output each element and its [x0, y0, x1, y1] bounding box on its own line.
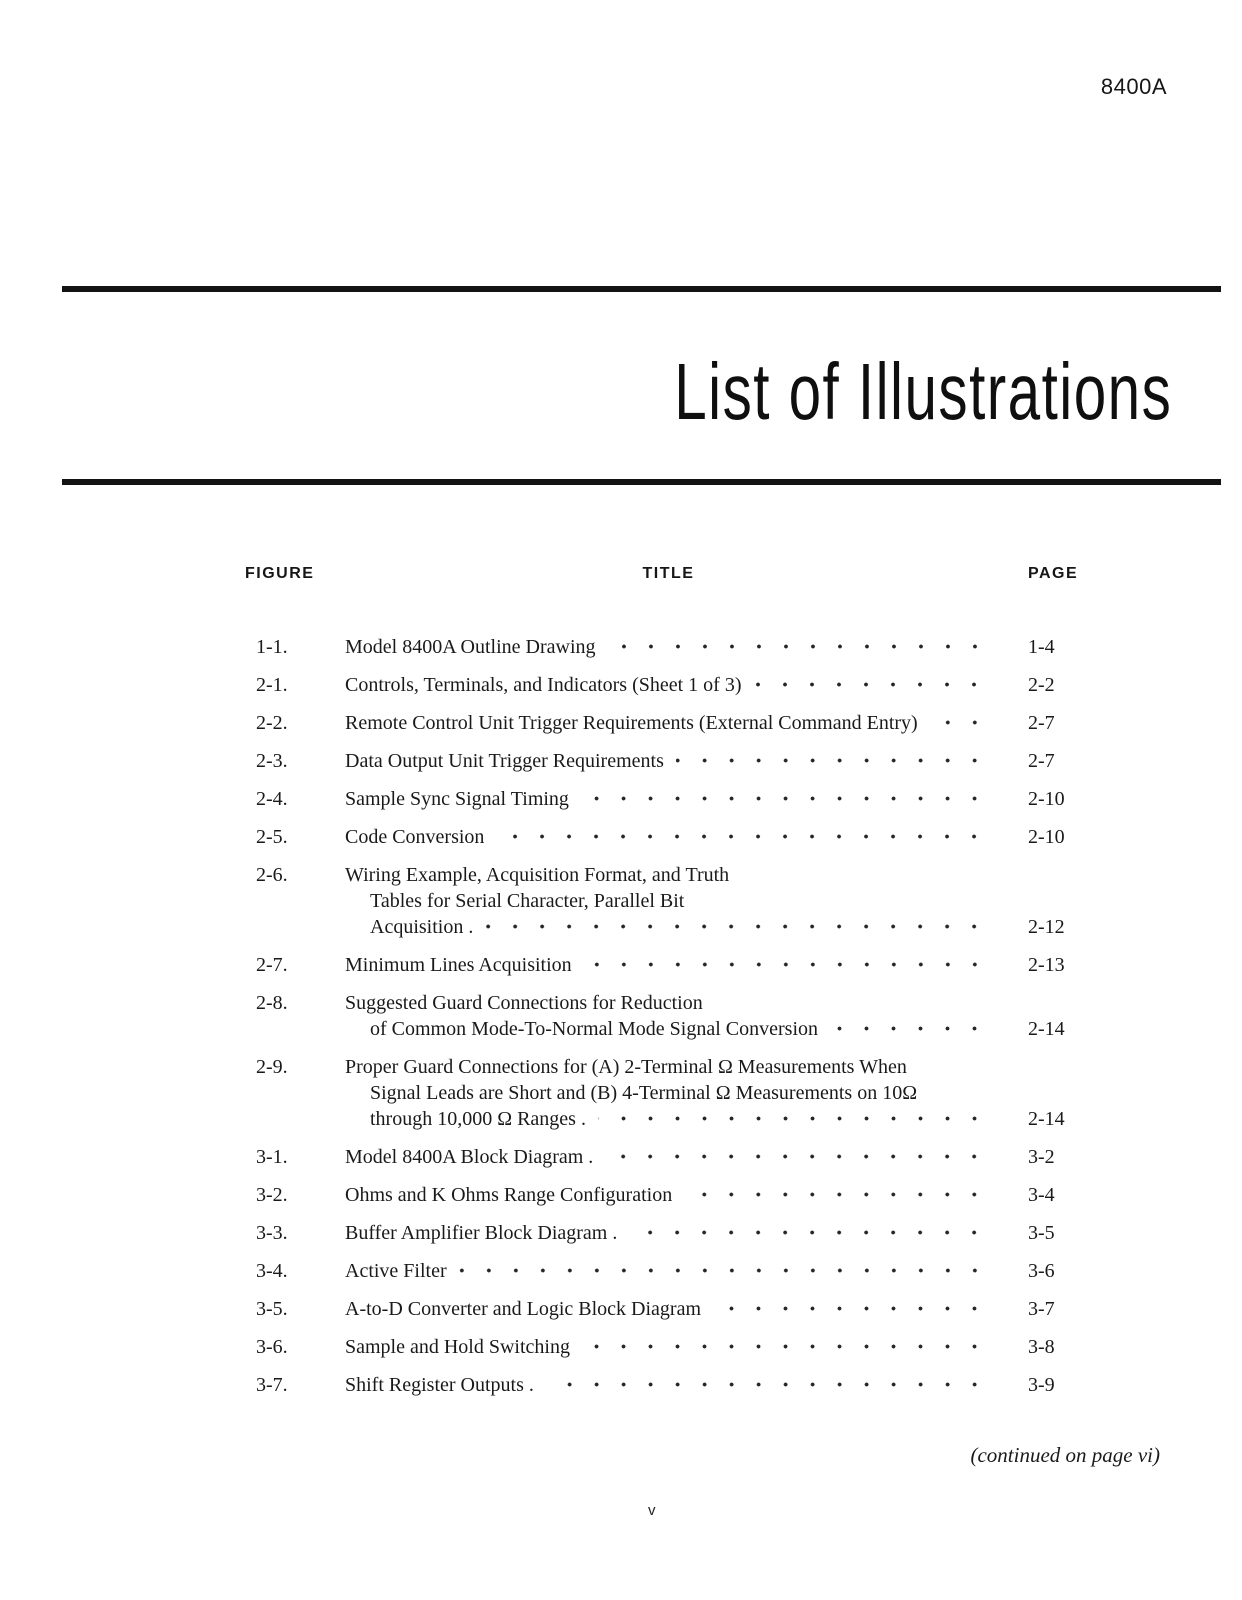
page-ref: 3-5: [1028, 1222, 1055, 1244]
bottom-rule: [62, 479, 1221, 485]
toc-row: [245, 748, 1112, 774]
entry-title: [345, 634, 992, 660]
page-ref: 2-10: [1028, 826, 1065, 848]
entry-title-text: through 10,000 Ω Ranges .: [370, 1108, 586, 1130]
toc-row: [245, 1296, 1112, 1322]
toc-row: [245, 786, 1112, 812]
entry-title-text: Sample Sync Signal Timing: [345, 788, 569, 810]
leader-dots: [485, 914, 992, 940]
entry-title-text: Proper Guard Connections for (A) 2-Terminal Ω Measurements When: [345, 1056, 907, 1078]
figure-number: 3-2.: [256, 1184, 288, 1206]
leader-dots: [584, 952, 992, 978]
leader-dots: [605, 1144, 992, 1170]
figure-number: 3-5.: [256, 1298, 288, 1320]
figure-column-header: FIGURE: [245, 565, 315, 582]
entry-title: [345, 1054, 992, 1132]
page-column-header: PAGE: [1028, 565, 1079, 582]
toc-row: [245, 1054, 1112, 1132]
toc-row: [245, 824, 1112, 850]
entry-title: [345, 1258, 992, 1284]
leader-dots: [753, 672, 992, 698]
toc-row: [245, 672, 1112, 698]
leader-dots: [581, 786, 992, 812]
leader-dots: [629, 1220, 992, 1246]
leader-dots: [582, 1334, 992, 1360]
continued-note: (continued on page vi): [970, 1443, 1160, 1467]
entry-title: [345, 824, 992, 850]
title-column-header: TITLE: [642, 565, 695, 582]
toc-row: [245, 990, 1112, 1042]
figure-number: 2-1.: [256, 674, 288, 696]
entry-title-text: Remote Control Unit Trigger Requirements (External Command Entry): [345, 712, 918, 734]
entry-title: [345, 786, 992, 812]
leader-dots: [930, 710, 992, 736]
figure-number: 2-4.: [256, 788, 288, 810]
page-ref: 2-14: [1028, 1108, 1065, 1130]
leader-dots: [598, 1106, 992, 1132]
page-ref: 2-12: [1028, 916, 1065, 938]
entry-title: [345, 952, 992, 978]
entry-title: [345, 1372, 992, 1398]
leader-dots: [713, 1296, 992, 1322]
leader-dots: [684, 1182, 992, 1208]
page-ref: 2-13: [1028, 954, 1065, 976]
entry-title-text: Signal Leads are Short and (B) 4-Terminal Ω Measurements on 10Ω: [370, 1082, 918, 1104]
figure-number: 3-4.: [256, 1260, 288, 1282]
entry-title-text: Shift Register Outputs .: [345, 1374, 534, 1396]
page-ref: 3-7: [1028, 1298, 1055, 1320]
illustrations-list: [245, 634, 1112, 1410]
page-title: List of Illustrations: [673, 347, 1172, 436]
page-ref: 2-10: [1028, 788, 1065, 810]
entry-title-text: Tables for Serial Character, Parallel Bit: [370, 890, 685, 912]
entry-title: [345, 1144, 992, 1170]
page-ref: 3-8: [1028, 1336, 1055, 1358]
entry-title-text: Ohms and K Ohms Range Configuration: [345, 1184, 673, 1206]
entry-title-text: Buffer Amplifier Block Diagram .: [345, 1222, 618, 1244]
page-ref: 3-2: [1028, 1146, 1055, 1168]
leader-dots: [496, 824, 992, 850]
entry-title-text: Minimum Lines Acquisition: [345, 954, 572, 976]
page-ref: 2-2: [1028, 674, 1055, 696]
toc-row: [245, 1372, 1112, 1398]
entry-title-text: Model 8400A Outline Drawing: [345, 636, 596, 658]
page-ref: 1-4: [1028, 636, 1055, 658]
toc-row: [245, 634, 1112, 660]
page-ref: 2-7: [1028, 750, 1055, 772]
entry-title-text: Data Output Unit Trigger Requirements: [345, 750, 664, 772]
entry-title-text: of Common Mode-To-Normal Mode Signal Conversion: [370, 1018, 818, 1040]
entry-title: [345, 748, 992, 774]
toc-row: [245, 710, 1112, 736]
entry-title: [345, 1296, 992, 1322]
entry-title-text: Wiring Example, Acquisition Format, and Truth: [345, 864, 730, 886]
toc-row: [245, 952, 1112, 978]
figure-number: 3-6.: [256, 1336, 288, 1358]
entry-title: [345, 862, 992, 940]
leader-dots: [459, 1258, 992, 1284]
entry-title-text: Code Conversion: [345, 826, 485, 848]
page-ref: 3-4: [1028, 1184, 1055, 1206]
document-reference: 8400A: [1100, 74, 1167, 99]
toc-row: [245, 1144, 1112, 1170]
page-ref: 2-14: [1028, 1018, 1065, 1040]
leader-dots: [830, 1016, 992, 1042]
page-ref: 2-7: [1028, 712, 1055, 734]
leader-dots: [546, 1372, 992, 1398]
figure-number: 3-7.: [256, 1374, 288, 1396]
page-ref: 3-9: [1028, 1374, 1055, 1396]
toc-row: [245, 1220, 1112, 1246]
figure-number: 2-6.: [256, 864, 288, 886]
page-number: v: [648, 1502, 656, 1519]
leader-dots: [676, 748, 992, 774]
entry-title-text: Active Filter: [345, 1260, 447, 1282]
entry-title-text: A-to-D Converter and Logic Block Diagram: [345, 1298, 702, 1320]
entry-title: [345, 1182, 992, 1208]
figure-number: 2-5.: [256, 826, 288, 848]
entry-title: [345, 710, 992, 736]
entry-title: [345, 990, 992, 1042]
entry-title-text: Acquisition .: [370, 916, 474, 938]
figure-number: 2-2.: [256, 712, 288, 734]
toc-row: [245, 862, 1112, 940]
entry-title-text: Sample and Hold Switching: [345, 1336, 570, 1358]
figure-number: 3-1.: [256, 1146, 288, 1168]
entry-title-text: Suggested Guard Connections for Reduction: [345, 992, 703, 1014]
figure-number: 2-9.: [256, 1056, 288, 1078]
entry-title-text: Controls, Terminals, and Indicators (Sheet 1 of 3): [345, 674, 742, 696]
figure-number: 2-7.: [256, 954, 288, 976]
figure-number: 1-1.: [256, 636, 288, 658]
figure-number: 2-8.: [256, 992, 288, 1014]
figure-number: 2-3.: [256, 750, 288, 772]
page-ref: 3-6: [1028, 1260, 1055, 1282]
entry-title: [345, 1220, 992, 1246]
toc-row: [245, 1182, 1112, 1208]
toc-row: [245, 1334, 1112, 1360]
toc-row: [245, 1258, 1112, 1284]
figure-number: 3-3.: [256, 1222, 288, 1244]
entry-title: [345, 1334, 992, 1360]
entry-title-text: Model 8400A Block Diagram .: [345, 1146, 594, 1168]
leader-dots: [608, 634, 992, 660]
top-rule: [62, 286, 1221, 292]
entry-title: [345, 672, 992, 698]
column-headers: [245, 565, 1112, 583]
